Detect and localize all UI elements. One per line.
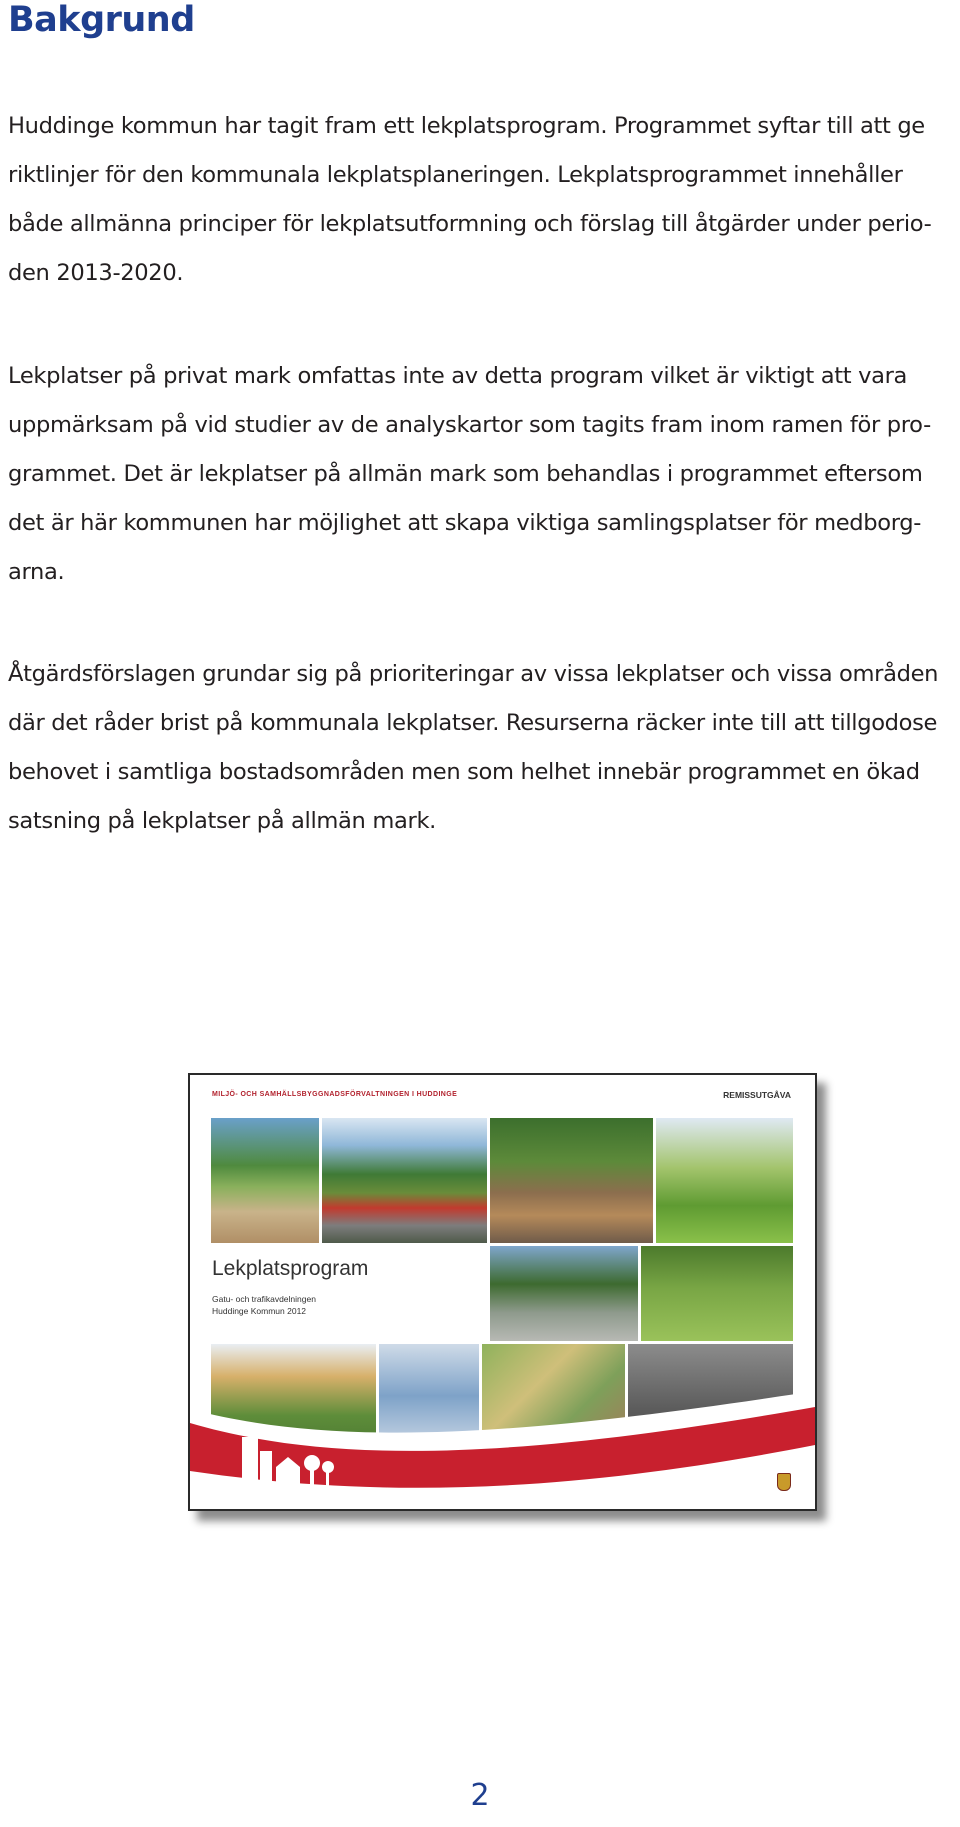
cover-photo-football <box>641 1246 793 1341</box>
paragraph-line: Åtgärdsförslagen grundar sig på prioriteringar av vissa lekplatser och vissa områden <box>8 661 939 687</box>
page-number: 2 <box>470 1778 490 1813</box>
paragraph-line: Lekplatser på privat mark omfattas inte av detta program vilket är viktigt att vara <box>8 363 908 389</box>
paragraph-line: det är här kommunen har möjlighet att skapa viktiga samlingsplatser för medborg- <box>8 510 922 536</box>
cover-subtitle-line: Huddinge Kommun 2012 <box>212 1306 307 1316</box>
cover-department: MILJÖ- OCH SAMHÄLLSBYGGNADSFÖRVALTNINGEN I HUDDINGE <box>212 1091 458 1098</box>
cover-title: Lekplatsprogram <box>212 1257 369 1280</box>
paragraph-line: den 2013-2020. <box>8 260 184 286</box>
cover-photo-playground-slide <box>322 1118 487 1243</box>
cover-badge: REMISSUTGÅVA <box>723 1090 791 1100</box>
cover-photo-skatepark <box>490 1246 638 1341</box>
paragraph-line: grammet. Det är lekplatser på allmän mark som behandlas i programmet eftersom <box>8 461 923 487</box>
paragraph-line: satsning på lekplatser på allmän mark. <box>8 808 437 834</box>
cover-subtitle-line: Gatu- och trafikavdelningen <box>212 1294 316 1304</box>
paragraph-3 <box>8 650 958 846</box>
paragraph-1 <box>8 102 958 298</box>
paragraph-line: riktlinjer för den kommunala lekplatsplaneringen. Lekplatsprogrammet innehåller <box>8 162 903 188</box>
cover-photo-park-lawn <box>656 1118 793 1243</box>
paragraph-line: både allmänna principer för lekplatsutformning och förslag till åtgärder under perio- <box>8 211 932 237</box>
cover-photo-sandbox <box>211 1118 319 1243</box>
paragraph-line: uppmärksam på vid studier av de analyskartor som tagits fram inom ramen för pro- <box>8 412 931 438</box>
paragraph-line: Huddinge kommun har tagit fram ett lekplatsprogram. Programmet syftar till att ge <box>8 113 925 139</box>
paragraph-line: arna. <box>8 559 65 585</box>
paragraph-line: behovet i samtliga bostadsområden men som helhet innebär programmet en ökad <box>8 759 920 785</box>
program-cover-image <box>188 1073 817 1511</box>
municipality-crest-icon <box>777 1473 791 1491</box>
paragraph-line: där det råder brist på kommunala lekplatser. Resurserna räcker inte till att tillgodose <box>8 710 938 736</box>
page-heading: Bakgrund <box>8 0 195 40</box>
cover-subtitle <box>212 1293 316 1317</box>
cover-red-wave-graphic <box>190 1375 815 1509</box>
paragraph-2 <box>8 352 958 597</box>
cover-photo-climbing-frame <box>490 1118 653 1243</box>
